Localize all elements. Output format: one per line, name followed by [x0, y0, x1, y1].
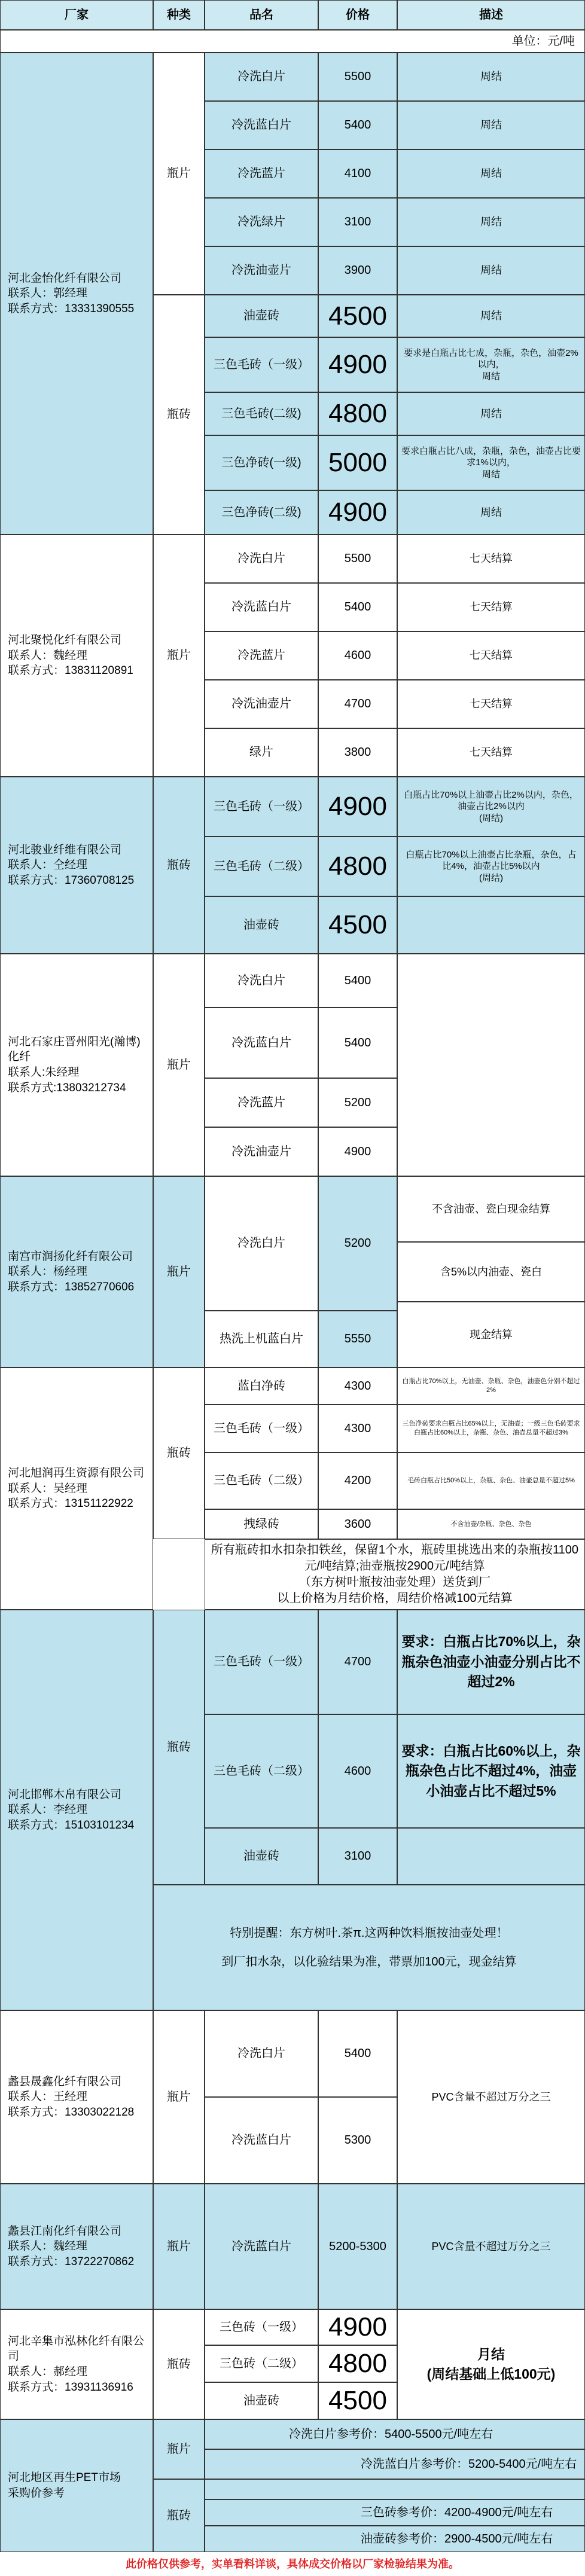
product-name: 冷洗蓝白片 [205, 101, 318, 149]
product-price: 5550 [318, 1311, 397, 1368]
product-name: 绿片 [205, 728, 318, 777]
company-xurun: 河北旭润再生资源有限公司 联系人：吴经理 联系方式：13151122922 [0, 1368, 153, 1610]
product-desc: 含5%以内油壶、瓷白 [397, 1242, 585, 1302]
product-price: 3900 [318, 246, 397, 295]
product-price: 5400 [318, 101, 397, 149]
product-price: 3600 [318, 1509, 397, 1539]
product-desc: 要求：白瓶占比60%以上，杂瓶杂色占比不超过4%，油壶小油壶占比不超过5% [397, 1714, 585, 1828]
product-name: 冷洗油壶片 [205, 680, 318, 728]
product-name: 蓝白净砖 [205, 1368, 318, 1405]
settlement-note: 所有瓶砖扣水扣杂扣铁丝，保留1个水，瓶砖里挑选出来的杂瓶按1100元/吨结算;油壶瓶按2900元/吨结算 （东方树叶瓶按油壶处理）送货到厂 以上价格为月结价格，周结价格减100元结算 [205, 1539, 585, 1610]
product-desc: 周结 [397, 490, 585, 535]
header-product: 品名 [205, 0, 318, 30]
product-price: 5000 [318, 435, 397, 490]
product-desc: 白瓶占比70%以上油壶占比杂瓶，杂色，占比4%，油壶占比5%以内 (周结) [397, 837, 585, 896]
product-price: 4200 [318, 1452, 397, 1509]
company-shengxin: 蠡县晟鑫化纤有限公司 联系人：王经理 联系方式：13303022128 [0, 2010, 153, 2184]
product-name: 三色毛砖（一级） [205, 777, 318, 837]
product-price: 4500 [318, 896, 397, 954]
kind-flake-s1: 瓶片 [153, 53, 205, 295]
product-desc: 周结 [397, 149, 585, 198]
product-name: 冷洗白片 [205, 954, 318, 1008]
kind-flake-s8: 瓶片 [153, 2010, 205, 2184]
product-desc: 七天结算 [397, 680, 585, 728]
product-price: 5400 [318, 583, 397, 631]
special-note: 特别提醒：东方树叶.茶π.这两种饮料瓶按油壶处理！ 到厂扣水杂，以化验结果为准，带票加100元，现金结算 [153, 1885, 585, 2010]
product-desc: 不含油壶、瓷白现金结算 [397, 1176, 585, 1242]
product-price: 5200 [318, 1078, 397, 1127]
kind-flake-s5: 瓶片 [153, 1176, 205, 1368]
kind-brick-s1: 瓶砖 [153, 295, 205, 535]
product-price: 3800 [318, 728, 397, 777]
product-desc: 白瓶占比70%以上油壶占比2%以内，杂色，油壶占比2%以内 (周结) [397, 777, 585, 837]
kind-flake-s11: 瓶片 [153, 2419, 205, 2479]
product-desc: 周结 [397, 101, 585, 149]
product-name: 冷洗油壶片 [205, 1127, 318, 1176]
company-jinyi: 河北金怡化纤有限公司 联系人：郭经理 联系方式：13331390555 [0, 53, 153, 535]
product-price: 4100 [318, 149, 397, 198]
product-price: 4500 [318, 295, 397, 337]
reference-spacer [205, 2479, 585, 2499]
product-price: 5400 [318, 2010, 397, 2097]
product-name: 冷洗蓝片 [205, 1078, 318, 1127]
product-name: 冷洗蓝白片 [205, 583, 318, 631]
product-price: 4700 [318, 680, 397, 728]
product-price: 4800 [318, 2345, 397, 2382]
product-desc: 周结 [397, 53, 585, 101]
desc-empty-s4 [397, 954, 585, 1176]
product-name: 三色毛砖（一级） [205, 1610, 318, 1714]
product-name: 冷洗蓝片 [205, 631, 318, 680]
product-desc: 三色净砖要求白瓶占比65%以上，无油壶；一级三色毛砖要求白瓶占比60%以上，杂瓶、杂色、油壶总量不超过3% [397, 1405, 585, 1452]
header-price: 价格 [318, 0, 397, 30]
product-name: 冷洗蓝白片 [205, 1008, 318, 1078]
product-price: 4500 [318, 2382, 397, 2419]
header-description: 描述 [397, 0, 585, 30]
product-desc: 白瓶占比70%以上，无油壶、杂瓶、杂色，油壶色分别不超过2% [397, 1368, 585, 1405]
reference-brick-oil: 油壶砖参考价：2900-4500元/吨左右 [205, 2526, 585, 2552]
product-desc: 要求：白瓶占比70%以上，杂瓶杂色油壶小油壶分别占比不超过2% [397, 1610, 585, 1714]
product-name: 三色毛砖(二级) [205, 392, 318, 435]
product-price: 4700 [318, 1610, 397, 1714]
reference-flake-white: 冷洗白片参考价：5400-5500元/吨左右 [205, 2419, 585, 2449]
product-name: 三色净砖(二级) [205, 490, 318, 535]
product-price: 4300 [318, 1405, 397, 1452]
product-desc: PVC含量不超过万分之三 [397, 2010, 585, 2184]
product-name: 油壶砖 [205, 295, 318, 337]
product-price: 5400 [318, 954, 397, 1008]
product-desc: PVC含量不超过万分之三 [397, 2184, 585, 2309]
product-name: 冷洗蓝白片 [205, 2184, 318, 2309]
company-junye: 河北骏业纤维有限公司 联系人：仝经理 联系方式：17360708125 [0, 777, 153, 954]
product-desc: 七天结算 [397, 728, 585, 777]
product-price: 4800 [318, 392, 397, 435]
reference-brick-tricolor: 三色砖参考价：4200-4900元/吨左右 [205, 2499, 585, 2526]
product-name: 三色砖（二级） [205, 2345, 318, 2382]
kind-flake-s2: 瓶片 [153, 535, 205, 777]
product-price: 3100 [318, 198, 397, 246]
product-desc: 七天结算 [397, 631, 585, 680]
company-runyang: 南宫市润扬化纤有限公司 联系人：杨经理 联系方式：13852770606 [0, 1176, 153, 1368]
product-desc: 现金结算 [397, 1302, 585, 1368]
product-desc: 月结 (周结基础上低100元) [397, 2309, 585, 2419]
product-desc: 七天结算 [397, 583, 585, 631]
product-name: 冷洗蓝片 [205, 149, 318, 198]
kind-brick-s10: 瓶砖 [153, 2309, 205, 2419]
disclaimer: 此价格仅供参考，实单看料详谈，具体成交价格以厂家检验结果为准。 [126, 2557, 459, 2570]
product-price: 5200-5300 [318, 2184, 397, 2309]
product-name: 三色毛砖（一级） [205, 1405, 318, 1452]
product-desc: 周结 [397, 295, 585, 337]
product-price: 4900 [318, 490, 397, 535]
product-price: 4900 [318, 777, 397, 837]
company-yangguang: 河北石家庄晋州阳光(瀚博) 化纤 联系人:朱经理 联系方式:13803212734 [0, 954, 153, 1176]
product-name: 三色毛砖（二级） [205, 837, 318, 896]
product-name: 三色净砖(一级) [205, 435, 318, 490]
product-desc: 不含油壶/杂瓶、杂色、杂色 [397, 1509, 585, 1539]
product-price: 5500 [318, 53, 397, 101]
product-desc: 毛砖白瓶占比50%以上，杂瓶、杂色、油壶总量不超过5% [397, 1452, 585, 1509]
product-name: 三色毛砖（二级） [205, 1714, 318, 1828]
product-price: 5400 [318, 1008, 397, 1078]
product-price: 4300 [318, 1368, 397, 1405]
product-price: 4900 [318, 2309, 397, 2345]
product-name: 油壶砖 [205, 896, 318, 954]
product-desc: 周结 [397, 392, 585, 435]
product-desc: 周结 [397, 198, 585, 246]
header-kind: 种类 [153, 0, 205, 30]
product-name: 三色毛砖（二级） [205, 1452, 318, 1509]
unit-label: 单位：元/吨 [0, 30, 585, 53]
product-desc: 周结 [397, 246, 585, 295]
kind-brick-s6: 瓶砖 [153, 1368, 205, 1539]
product-name: 冷洗白片 [205, 535, 318, 583]
product-name: 热洗上机蓝白片 [205, 1311, 318, 1368]
product-desc: 要求是白瓶占比七成，杂瓶，杂色，油壶2%以内， 周结 [397, 337, 585, 392]
product-name: 冷洗白片 [205, 2010, 318, 2097]
product-price: 4600 [318, 1714, 397, 1828]
reference-flake-bluewhite: 冷洗蓝白片参考价：5200-5400元/吨左右 [205, 2449, 585, 2479]
product-name: 冷洗蓝白片 [205, 2097, 318, 2184]
product-desc [397, 896, 585, 954]
kind-brick-s11: 瓶砖 [153, 2479, 205, 2552]
product-price: 5500 [318, 535, 397, 583]
kind-brick-s7: 瓶砖 [153, 1610, 205, 1885]
product-name: 油壶砖 [205, 2382, 318, 2419]
company-juyue: 河北聚悦化纤有限公司 联系人：魏经理 联系方式：13831120891 [0, 535, 153, 777]
market-reference: 河北地区再生PET市场 采购价参考 [0, 2419, 153, 2552]
product-price: 5300 [318, 2097, 397, 2184]
product-name: 拽绿砖 [205, 1509, 318, 1539]
product-desc: 要求白瓶占比八成，杂瓶，杂色，油壶占比要求1%以内， 周结 [397, 435, 585, 490]
kind-flake-s9: 瓶片 [153, 2184, 205, 2309]
kind-flake-s4: 瓶片 [153, 954, 205, 1176]
product-price: 3100 [318, 1828, 397, 1885]
product-price: 4900 [318, 1127, 397, 1176]
product-desc: 七天结算 [397, 535, 585, 583]
product-name: 三色砖（一级） [205, 2309, 318, 2345]
company-jiangnan: 蠡县江南化纤有限公司 联系人：魏经理 联系方式：13722270862 [0, 2184, 153, 2309]
kind-brick-s3: 瓶砖 [153, 777, 205, 954]
product-name: 冷洗白片 [205, 53, 318, 101]
company-mubo: 河北邯郸木帛有限公司 联系人：李经理 联系方式：15103101234 [0, 1610, 153, 2010]
product-price: 4600 [318, 631, 397, 680]
product-price: 4800 [318, 837, 397, 896]
product-name: 油壶砖 [205, 1828, 318, 1885]
product-name: 三色毛砖（一级） [205, 337, 318, 392]
product-price: 5200 [318, 1176, 397, 1311]
header-factory: 厂家 [0, 0, 153, 30]
product-name: 冷洗绿片 [205, 198, 318, 246]
product-desc-empty [397, 1828, 585, 1885]
product-name: 冷洗白片 [205, 1176, 318, 1311]
product-price: 4900 [318, 337, 397, 392]
company-honglin: 河北辛集市泓林化纤有限公司 联系人：郝经理 联系方式：13931136916 [0, 2309, 153, 2419]
product-name: 冷洗油壶片 [205, 246, 318, 295]
